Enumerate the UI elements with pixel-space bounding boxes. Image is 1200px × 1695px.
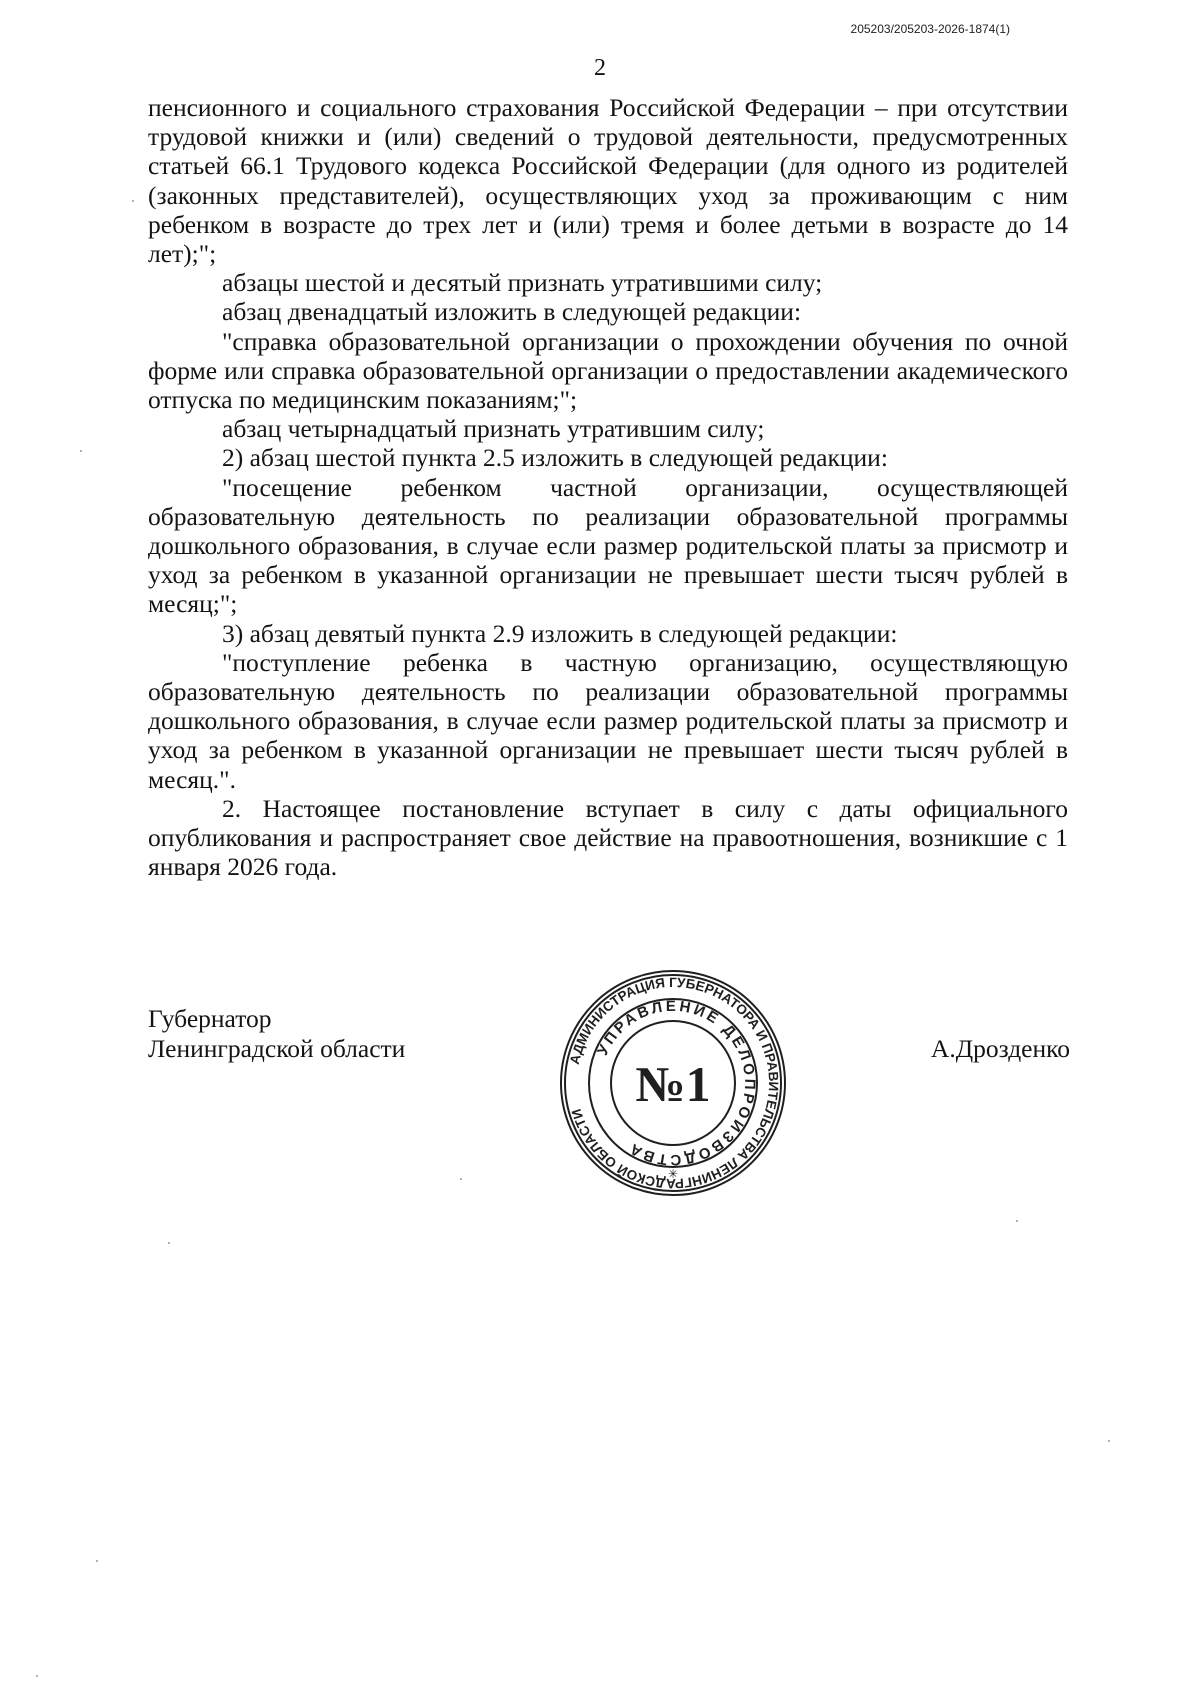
document-id: 205203/205203-2026-1874(1) [850,22,1010,36]
document-body [148,93,1068,881]
paragraph: "посещение ребенком частной организации, осуществляющей образовательную деятельность по реализации образовательной программы дошкольного образования, в случае если размер родительской платы за присмотр и уход за ребенком в указанной организации не превышает шести тысяч рублей в месяц;"; [148,472,1068,619]
paragraph: абзац двенадцатый изложить в следующей редакции: [222,297,802,327]
star-icon: ✳ [667,1167,679,1181]
paragraph: пенсионного и социального страхования Российской Федерации – при отсутствии трудовой книжки и (или) сведений о трудовой деятельности, предусмотренных статьей 66.1 Трудового кодекса Российской Федерации (для одного из родителей (законных представителей), осуществляющих уход за проживающим с ним ребенком в возрасте до трех лет и (или) тремя и более детьми в возрасте до 14 лет);"; [148,93,1068,269]
signatory-position [148,1004,405,1064]
scan-speck [96,1560,98,1562]
scan-speck [168,1242,170,1244]
scan-speck [1108,1440,1110,1442]
page-number: 2 [594,55,606,81]
signatory-title: Губернатор [148,1004,272,1033]
stamp-inner-text: УПРАВЛЕНИЕ ДЕЛОПРОИЗВОДСТВА [594,997,759,1169]
stamp-outer-text: АДМИНИСТРАЦИЯ ГУБЕРНАТОРА И ПРАВИТЕЛЬСТВА ЛЕНИНГРАДСКОЙ ОБЛАСТИ [566,974,782,1192]
paragraph: "поступление ребенка в частную организацию, осуществляющую образовательную деятельность по реализации образовательной программы дошкольного образования, в случае если размер родительской платы за присмотр и уход за ребенком в указанной организации не превышает шести тысяч рублей в месяц.". [148,647,1068,794]
stamp-number: №1 [635,1056,711,1112]
paragraph: 3) абзац девятый пункта 2.9 изложить в следующей редакции: [222,618,898,648]
paragraph: 2. Настоящее постановление вступает в силу с даты официального опубликования и распространяет свое действие на правоотношения, возникшие с 1 января 2026 года. [148,793,1068,882]
scan-speck [80,450,82,452]
scan-speck [460,1178,462,1180]
signatory-name: А.Дрозденко [930,1034,1070,1063]
scan-speck [132,200,134,202]
official-stamp [558,968,788,1198]
paragraph: 2) абзац шестой пункта 2.5 изложить в следующей редакции: [222,443,888,473]
paragraph: абзацы шестой и десятый признать утратившими силу; [222,268,823,298]
scan-speck [1016,1220,1018,1222]
signatory-region: Ленинградской области [148,1034,406,1063]
paragraph: "справка образовательной организации о прохождении обучения по очной форме или справка образовательной организации о предоставлении академического отпуска по медицинским показаниям;"; [148,326,1068,415]
paragraph: абзац четырнадцатый признать утратившим силу; [222,414,765,444]
scan-speck [36,1675,38,1677]
